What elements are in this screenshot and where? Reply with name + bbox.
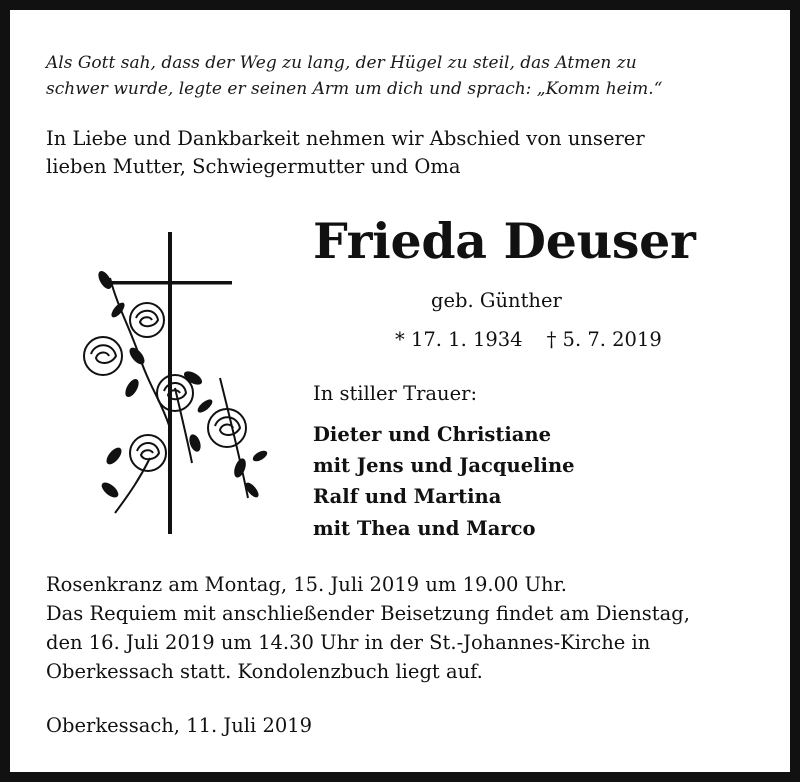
place-date: Oberkessach, 11. Juli 2019 xyxy=(46,714,313,737)
born-name: geb. Günther xyxy=(431,289,562,312)
cross-with-roses-icon xyxy=(70,228,270,540)
intro-line-2: lieben Mutter, Schwiegermutter und Oma xyxy=(46,155,461,178)
details-line-2: Das Requiem mit anschließender Beisetzung findet am Dienstag, xyxy=(46,602,690,625)
details-line-1: Rosenkranz am Montag, 15. Juli 2019 um 19.00 Uhr. xyxy=(46,573,567,596)
deceased-name: Frieda Deuser xyxy=(313,212,696,270)
mourning-heading: In stiller Trauer: xyxy=(313,382,478,405)
quote-line-2: schwer wurde, legte er seinen Arm um dich und sprach: „Komm heim.“ xyxy=(46,79,663,99)
family-line-1: Dieter und Christiane xyxy=(313,423,551,446)
quote-line-1: Als Gott sah, dass der Weg zu lang, der Hügel zu steil, das Atmen zu xyxy=(46,53,637,73)
life-dates xyxy=(395,328,662,351)
birth-date: * 17. 1. 1934 xyxy=(395,328,523,351)
family-line-3: Ralf und Martina xyxy=(313,485,502,508)
family-line-4: mit Thea und Marco xyxy=(313,517,536,540)
details-line-4: Oberkessach statt. Kondolenzbuch liegt auf. xyxy=(46,660,483,683)
details-line-3: den 16. Juli 2019 um 14.30 Uhr in der St.-Johannes-Kirche in xyxy=(46,631,651,654)
death-date: † 5. 7. 2019 xyxy=(546,328,662,351)
intro-line-1: In Liebe und Dankbarkeit nehmen wir Abschied von unserer xyxy=(46,127,645,150)
family-line-2: mit Jens und Jacqueline xyxy=(313,454,575,477)
